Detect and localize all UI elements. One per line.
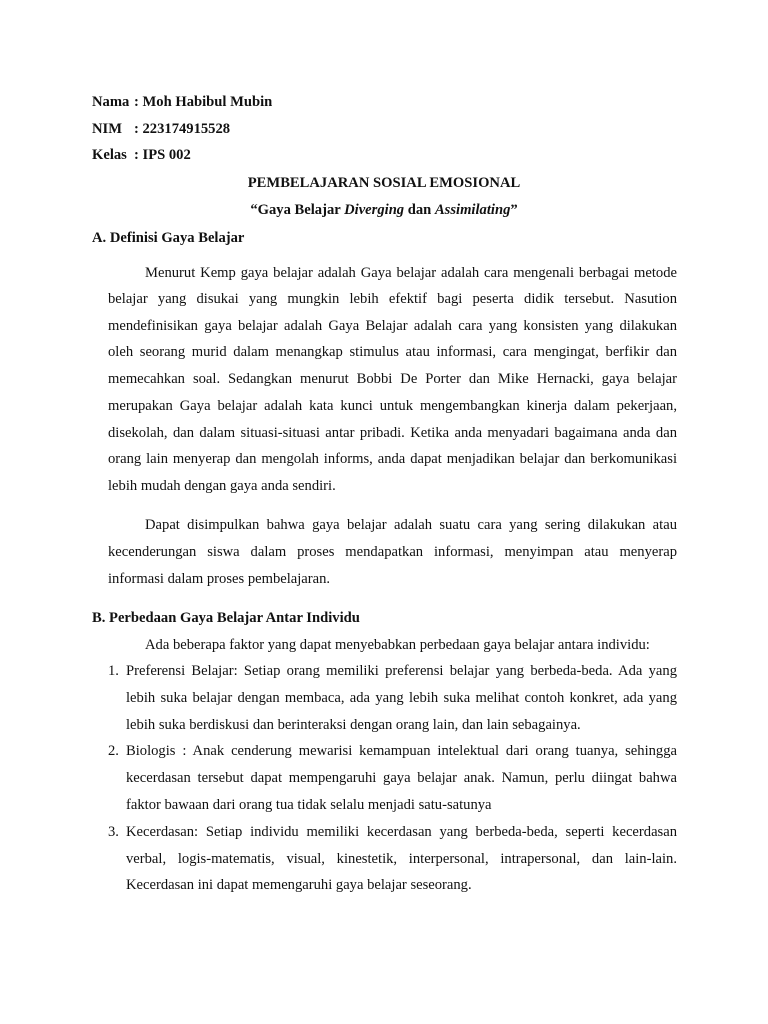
list-item-number: 1. bbox=[108, 663, 119, 679]
list-item-line: Kecerdasan: Setiap individu memiliki kecerdasan yang berbeda-beda, seperti kecerdasan bbox=[126, 824, 677, 840]
nim-value: : 223174915528 bbox=[134, 121, 231, 137]
para1-line: belajar yang disukai yang mungkin lebih efektif bagi peserta didik tersebut. Nasution bbox=[108, 291, 677, 307]
section-b-intro: Ada beberapa faktor yang dapat menyebabkan perbedaan gaya belajar antara individu: bbox=[145, 637, 650, 653]
kelas-value: : IPS 002 bbox=[134, 147, 191, 163]
para2-line: Dapat disimpulkan bahwa gaya belajar adalah suatu cara yang sering dilakukan atau bbox=[145, 517, 677, 533]
list-item-line: Kecerdasan ini dapat memengaruhi gaya belajar seseorang. bbox=[126, 877, 472, 893]
nim-label: NIM bbox=[92, 121, 122, 137]
subtitle-term-diverging: Diverging bbox=[344, 202, 405, 218]
list-item-line: lebih suka belajar dengan membaca, ada yang lebih suka melihat contoh konkret, ada yang bbox=[126, 690, 677, 706]
para1-line: lebih mudah dengan gaya anda sendiri. bbox=[108, 478, 336, 494]
list-item-line: faktor bawaan dari orang tua tidak selalu menjadi satu-satunya bbox=[126, 797, 492, 813]
section-b-heading: B. Perbedaan Gaya Belajar Antar Individu bbox=[92, 610, 360, 626]
page-title: PEMBELAJARAN SOSIAL EMOSIONAL bbox=[247, 175, 521, 191]
subtitle-and: dan bbox=[404, 202, 435, 218]
para1-line: memecahkan soal. Sedangkan menurut Bobbi De Porter dan Mike Hernacki, gaya belajar bbox=[108, 371, 677, 387]
list-item-line: verbal, logis-matematis, visual, kinestetik, interpersonal, intrapersonal, dan lain-lain. bbox=[126, 851, 677, 867]
list-item-line: lebih suka berdiskusi dan berinteraksi dengan orang lain, dan lain sebagainya. bbox=[126, 717, 581, 733]
nama-label: Nama bbox=[92, 94, 130, 110]
nama-value: : Moh Habibul Mubin bbox=[134, 94, 273, 110]
list-item-line: Biologis : Anak cenderung mewarisi kemampuan intelektual dari orang tuanya, sehingga bbox=[126, 743, 677, 759]
subtitle-close: ” bbox=[510, 202, 518, 218]
list-item-number: 3. bbox=[108, 824, 119, 840]
para1-line: disekolah, dan dalam situasi-situasi antar pribadi. Ketika anda menyadari bagaimana anda dan bbox=[108, 425, 677, 441]
list-item-line: kecerdasan tersebut dapat mempengaruhi gaya belajar anak. Namun, perlu diingat bahwa bbox=[126, 770, 677, 786]
para1-line: mendefinisikan gaya belajar adalah Gaya Belajar adalah cara yang konsisten yang dilakukan bbox=[108, 318, 677, 334]
para2-line: kecenderungan siswa dalam proses mendapatkan informasi, menyimpan atau menyerap bbox=[108, 544, 677, 560]
kelas-label: Kelas bbox=[92, 147, 127, 163]
list-item-line: Preferensi Belajar: Setiap orang memiliki preferensi belajar yang berbeda-beda. Ada yang bbox=[126, 663, 677, 679]
para1-line: orang lain menyerap dan mengolah informs, anda dapat menjadikan belajar dan berkomunikasi bbox=[108, 451, 677, 467]
para1-line: Menurut Kemp gaya belajar adalah Gaya belajar adalah cara mengenali berbagai metode bbox=[145, 265, 677, 281]
subtitle-open: “Gaya Belajar bbox=[250, 202, 345, 218]
para1-line: merupakan Gaya belajar adalah kata kunci untuk mengembangkan kinerja dalam pekerjaan, bbox=[108, 398, 677, 414]
page-subtitle bbox=[0, 201, 768, 219]
para1-line: oleh seorang murid dalam menangkap stimulus atau informasi, cara mengingat, berfikir dan bbox=[108, 344, 677, 360]
para2-line: informasi dalam proses pembelajaran. bbox=[108, 571, 331, 587]
subtitle-term-assimilating: Assimilating bbox=[434, 202, 511, 218]
section-a-heading: A. Definisi Gaya Belajar bbox=[92, 230, 245, 246]
list-item-number: 2. bbox=[108, 743, 119, 759]
